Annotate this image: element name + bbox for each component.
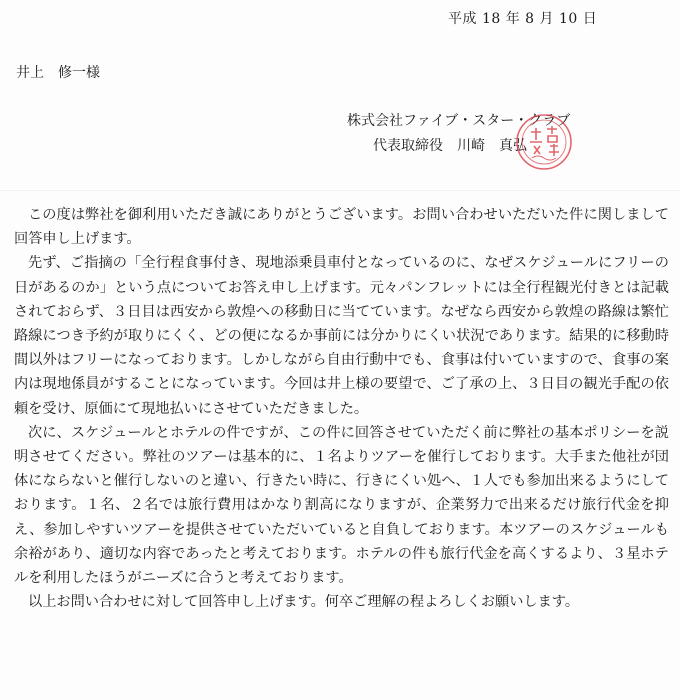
- sender-representative: 代表取締役 川崎 真弘: [373, 138, 527, 154]
- body-paragraph-1: この度は弊社を御利用いただき誠にありがとうございます。お問い合わせいただいた件に関しまして回答申し上げます。: [14, 207, 669, 248]
- company-seal-icon: [514, 112, 574, 172]
- body-paragraph-4: 以上お問い合わせに対して回答申し上げます。何卒ご理解の程よろしくお願いします。: [28, 594, 580, 611]
- letter-body: [14, 203, 669, 614]
- letter-date: 平成 18 年 8 月 10 日: [448, 11, 598, 27]
- body-paragraph-2: 先ず、ご指摘の「全行程食事付き、現地添乗員車付となっているのに、なぜスケジュールにフリーの日があるのか」という点についてお答え申し上げます。元々パンフレットには全行程観光付きとは記載されておらず、３日目は西安から敦煌への移動日に当てています。なぜなら西安から敦煌の路線は繁忙路線につき予約が取りにくく、どの便になるか事前には分かりにくい状況であります。結果的に移動時間以外はフリーになっております。しかしながら自由行動中でも、食事は付いていますので、食事の案内は現地係員がすることになっています。今回は井上様の要望で、ご了承の上、３日目の観光手配の依頼を受け、原価にて現地払いにさせていただきました。: [14, 255, 669, 417]
- body-paragraph-3: 次に、スケジュールとホテルの件ですが、この件に回答させていただく前に弊社の基本ポリシーを説明させてください。弊社のツアーは基本的に、１名よりツアーを催行しております。大手また他社が団体にならないと催行しないのと違い、行きたい時に、行きにくい処へ、１人でも参加出来るようにしております。１名、２名では旅行費用はかなり割高になりますが、企業努力で出来るだけ旅行代金を抑え、参加しやすいツアーを提供させていただいていると自負しております。本ツアーのスケジュールも余裕があり、適切な内容であったと考えております。ホテルの件も旅行代金を高くするより、３星ホテルを利用したほうがニーズに合うと考えております。: [14, 424, 669, 587]
- scan-artifact: [0, 190, 680, 191]
- recipient-name: 井上 修一様: [16, 65, 100, 81]
- sender-company: 株式会社ファイブ・スター・クラブ: [347, 113, 571, 129]
